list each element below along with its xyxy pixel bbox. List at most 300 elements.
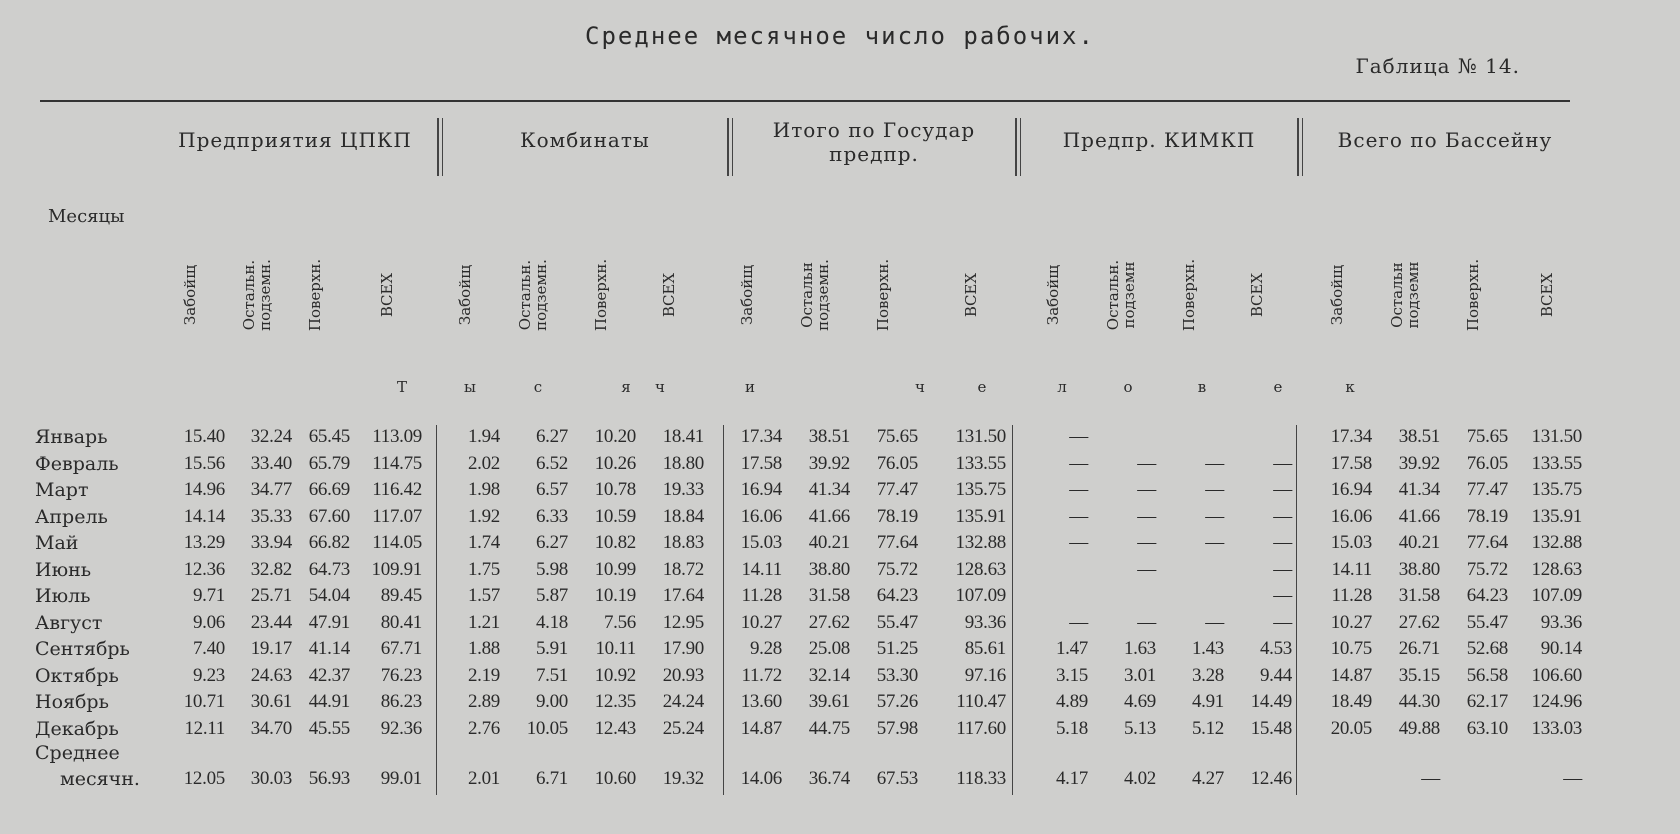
column-header-label: ВСЕХ: [1248, 272, 1266, 318]
table-cell: 7.56: [603, 611, 636, 633]
table-cell: 27.62: [808, 611, 850, 633]
average-cell: 14.06: [740, 768, 782, 789]
table-cell: 109.91: [371, 558, 422, 580]
table-cell: 4.53: [1259, 638, 1292, 659]
table-cell: 14.14: [183, 505, 225, 527]
table-cell: 131.50: [1531, 426, 1582, 447]
table-cell: 10.75: [1330, 638, 1372, 659]
table-cell: 77.47: [876, 479, 918, 500]
table-cell: 1.63: [1123, 638, 1156, 659]
average-cell: 19.32: [662, 768, 704, 789]
table-cell: 19.17: [250, 638, 292, 659]
table-cell: 23.44: [250, 611, 292, 633]
table-cell: 124.96: [1531, 691, 1582, 712]
table-cell: 77.64: [1466, 532, 1508, 553]
table-cell: 25.24: [662, 717, 704, 739]
column-header: [947, 240, 995, 350]
table-cell: —: [1273, 452, 1292, 474]
table-cell: 44.91: [308, 691, 350, 712]
table-cell: 133.55: [1531, 452, 1582, 474]
table-cell: 89.45: [380, 585, 422, 606]
table-cell: 32.14: [808, 664, 850, 686]
table-cell: 1.74: [467, 532, 500, 553]
table-cell: 57.26: [876, 691, 918, 712]
group-header-3: Итого по Государ предпр.: [772, 118, 976, 166]
column-header-label: Остальн подземн.: [798, 259, 832, 331]
average-cell: 6.71: [535, 768, 568, 789]
table-cell: 10.99: [594, 558, 636, 580]
table-cell: 66.82: [308, 532, 350, 553]
table-cell: 12.43: [594, 717, 636, 739]
month-label: Март: [35, 479, 89, 501]
table-cell: 1.75: [467, 558, 500, 580]
month-label: Февраль: [35, 452, 119, 475]
table-cell: 116.42: [372, 479, 422, 500]
table-cell: —: [1273, 532, 1292, 553]
column-header: [1097, 240, 1145, 350]
table-cell: 34.77: [250, 479, 292, 500]
column-header: [645, 240, 693, 350]
data-separator: [1296, 425, 1297, 795]
table-cell: 18.49: [1330, 691, 1372, 712]
table-cell: 35.15: [1398, 664, 1440, 686]
average-cell: 30.03: [250, 768, 292, 789]
table-cell: 38.51: [1398, 426, 1440, 447]
table-cell: 10.59: [594, 505, 636, 527]
table-cell: 10.05: [526, 717, 568, 739]
table-cell: 77.47: [1466, 479, 1508, 500]
table-cell: 10.82: [594, 532, 636, 553]
table-cell: 80.41: [380, 611, 422, 633]
table-cell: 1.21: [467, 611, 500, 633]
data-separator: [1012, 425, 1013, 795]
month-label: Май: [35, 532, 79, 554]
month-label: Январь: [35, 426, 108, 448]
average-cell: 2.01: [467, 768, 500, 789]
table-cell: 10.71: [183, 691, 225, 712]
table-cell: 9.71: [192, 585, 225, 606]
table-cell: 1.98: [467, 479, 500, 500]
table-cell: 3.28: [1191, 664, 1224, 686]
table-cell: 64.73: [308, 558, 350, 580]
group-separator: [727, 118, 733, 176]
units-letter: в: [1197, 378, 1207, 396]
average-cell: 4.27: [1191, 768, 1224, 789]
table-cell: 12.95: [662, 611, 704, 633]
table-cell: 16.94: [740, 479, 782, 500]
table-cell: 135.91: [955, 505, 1006, 527]
table-cell: 107.09: [955, 585, 1006, 606]
table-cell: 75.72: [876, 558, 918, 580]
table-row: [0, 426, 1680, 452]
table-cell: 39.61: [808, 691, 850, 712]
table-cell: 41.34: [808, 479, 850, 500]
units-letter: и: [745, 378, 755, 396]
table-cell: 97.16: [964, 664, 1006, 686]
table-cell: 93.36: [964, 611, 1006, 633]
table-cell: 15.03: [1330, 532, 1372, 553]
average-cell: 118.33: [956, 768, 1006, 789]
table-cell: 135.75: [1531, 479, 1582, 500]
table-cell: 5.87: [535, 585, 568, 606]
table-cell: 77.64: [876, 532, 918, 553]
table-row: [0, 691, 1680, 717]
column-header: [1381, 240, 1429, 350]
column-header-label: Остальн. подземн.: [240, 259, 274, 331]
table-cell: —: [1137, 452, 1156, 474]
table-cell: 113.09: [372, 426, 422, 447]
table-cell: 1.57: [467, 585, 500, 606]
table-cell: 57.98: [876, 717, 918, 739]
table-cell: 51.25: [876, 638, 918, 659]
table-cell: 9.06: [192, 611, 225, 633]
table-cell: 132.88: [955, 532, 1006, 553]
table-cell: 86.23: [380, 691, 422, 712]
average-cell: 36.74: [808, 768, 850, 789]
data-separator: [436, 425, 437, 795]
table-cell: 117.07: [372, 505, 422, 527]
table-cell: 26.71: [1398, 638, 1440, 659]
table-cell: 14.11: [1331, 558, 1372, 580]
table-cell: 15.40: [183, 426, 225, 447]
table-cell: 114.75: [372, 452, 422, 474]
table-row: [0, 453, 1680, 479]
table-row: [0, 612, 1680, 638]
month-label: Сентябрь: [35, 638, 130, 660]
table-cell: 92.36: [380, 717, 422, 739]
table-cell: 10.11: [595, 638, 636, 659]
table-cell: 1.47: [1055, 638, 1088, 659]
column-header: [291, 240, 339, 350]
table-cell: 11.72: [741, 664, 782, 686]
column-header-label: ВСЕХ: [1538, 272, 1556, 318]
table-cell: 16.06: [740, 505, 782, 527]
table-cell: 3.01: [1123, 664, 1156, 686]
group-header-4: Предпр. КИМКП: [1062, 128, 1256, 152]
group-separator: [1015, 118, 1021, 176]
table-cell: 1.88: [467, 638, 500, 659]
column-header-label: Забойщ: [738, 264, 756, 326]
table-cell: 128.63: [1531, 558, 1582, 580]
month-label: Июль: [35, 585, 91, 607]
table-cell: 75.72: [1466, 558, 1508, 580]
table-cell: 10.92: [594, 664, 636, 686]
average-cell: —: [1563, 768, 1582, 789]
column-header: [859, 240, 907, 350]
table-cell: 12.11: [184, 717, 225, 739]
table-cell: 54.04: [308, 585, 350, 606]
table-cell: 9.44: [1259, 664, 1292, 686]
table-cell: 6.52: [535, 452, 568, 474]
table-cell: —: [1205, 479, 1224, 500]
month-label: Октябрь: [35, 664, 119, 687]
table-cell: 24.63: [250, 664, 292, 686]
table-cell: 133.03: [1531, 717, 1582, 739]
table-cell: 17.34: [1330, 426, 1372, 447]
table-cell: 44.75: [808, 717, 850, 739]
table-cell: 55.47: [1466, 611, 1508, 633]
table-row: [0, 585, 1680, 611]
table-cell: —: [1137, 479, 1156, 500]
table-cell: 14.11: [741, 558, 782, 580]
table-cell: 39.92: [808, 452, 850, 474]
table-cell: 5.18: [1055, 717, 1088, 739]
units-label-row: [0, 378, 1680, 398]
units-letter: Т: [396, 378, 407, 396]
table-cell: 18.41: [662, 426, 704, 447]
units-letter: ч: [915, 378, 925, 396]
table-cell: —: [1273, 505, 1292, 527]
table-cell: 75.65: [1466, 426, 1508, 447]
column-header-label: Забойщ: [456, 264, 474, 326]
table-cell: 64.23: [1466, 585, 1508, 606]
table-cell: 18.72: [662, 558, 704, 580]
month-label: Июнь: [35, 558, 92, 581]
average-cell: 10.60: [594, 768, 636, 789]
column-header-label: Поверхн.: [1180, 258, 1198, 332]
table-cell: 114.05: [372, 532, 422, 553]
table-cell: —: [1273, 611, 1292, 633]
table-cell: —: [1273, 479, 1292, 500]
column-header: [363, 240, 411, 350]
column-header: [577, 240, 625, 350]
table-cell: 4.89: [1055, 691, 1088, 712]
table-cell: 10.78: [594, 479, 636, 500]
table-cell: 6.27: [535, 532, 568, 553]
table-cell: 16.06: [1330, 505, 1372, 527]
table-cell: 13.60: [740, 691, 782, 712]
table-cell: 6.27: [535, 426, 568, 447]
table-cell: —: [1205, 505, 1224, 527]
table-cell: 39.92: [1398, 452, 1440, 474]
units-letter: е: [1273, 378, 1283, 396]
month-label: Апрель: [35, 505, 108, 528]
column-header-label: Поверхн.: [874, 258, 892, 332]
table-cell: 40.21: [1398, 532, 1440, 553]
table-cell: 10.19: [594, 585, 636, 606]
column-header: [723, 240, 771, 350]
table-cell: 55.47: [876, 611, 918, 633]
table-cell: 30.61: [250, 691, 292, 712]
table-cell: 14.87: [1330, 664, 1372, 686]
data-separator: [723, 425, 724, 795]
table-cell: 32.82: [250, 558, 292, 580]
top-rule: [40, 100, 1570, 102]
table-cell: 31.58: [808, 585, 850, 606]
group-header-1: Предприятия ЦПКП: [178, 128, 412, 152]
table-cell: 12.36: [183, 558, 225, 580]
table-cell: 78.19: [876, 505, 918, 527]
table-cell: 76.05: [876, 452, 918, 474]
table-cell: 5.12: [1191, 717, 1224, 739]
table-cell: 38.80: [808, 558, 850, 580]
table-cell: 19.33: [662, 479, 704, 500]
table-cell: 17.64: [662, 585, 704, 606]
table-cell: 18.84: [662, 505, 704, 527]
column-header-label: Остальн подземн: [1388, 261, 1422, 329]
table-cell: —: [1069, 452, 1088, 474]
table-cell: —: [1205, 452, 1224, 474]
column-header-label: Забойщ: [1328, 264, 1346, 326]
table-cell: 4.18: [535, 611, 568, 633]
table-cell: 31.58: [1398, 585, 1440, 606]
table-cell: 1.92: [467, 505, 500, 527]
table-cell: 2.89: [467, 691, 500, 712]
column-header: [1313, 240, 1361, 350]
table-row: [0, 559, 1680, 585]
average-cell: 12.46: [1250, 768, 1292, 789]
table-cell: 16.94: [1330, 479, 1372, 500]
table-cell: 11.28: [741, 585, 782, 606]
table-cell: —: [1069, 532, 1088, 553]
table-cell: 34.70: [250, 717, 292, 739]
table-cell: 14.87: [740, 717, 782, 739]
table-cell: 17.34: [740, 426, 782, 447]
table-cell: 42.37: [308, 664, 350, 686]
column-header-label: Поверхн.: [592, 258, 610, 332]
table-cell: 13.29: [183, 532, 225, 553]
table-cell: 15.03: [740, 532, 782, 553]
table-cell: 10.20: [594, 426, 636, 447]
table-cell: 76.05: [1466, 452, 1508, 474]
table-cell: 44.30: [1398, 691, 1440, 712]
average-cell: 12.05: [183, 768, 225, 789]
table-cell: —: [1137, 505, 1156, 527]
units-letter: е: [977, 378, 987, 396]
column-header: [1233, 240, 1281, 350]
page-title: Среднее месячное число рабочих.: [585, 22, 1095, 50]
column-header-label: Забойщ: [1044, 264, 1062, 326]
table-cell: 107.09: [1531, 585, 1582, 606]
column-header-label: Остальн. подземн.: [516, 259, 550, 331]
table-cell: 20.93: [662, 664, 704, 686]
table-cell: 7.51: [535, 664, 568, 686]
table-cell: 33.94: [250, 532, 292, 553]
table-cell: 17.90: [662, 638, 704, 659]
table-row: [0, 665, 1680, 691]
table-cell: —: [1069, 505, 1088, 527]
table-cell: 15.48: [1250, 717, 1292, 739]
table-cell: 135.75: [955, 479, 1006, 500]
table-cell: 9.00: [535, 691, 568, 712]
column-header-label: Остальн. подземн: [1104, 259, 1138, 331]
table-cell: 32.24: [250, 426, 292, 447]
table-cell: 64.23: [876, 585, 918, 606]
column-header-label: ВСЕХ: [962, 272, 980, 318]
table-cell: 18.80: [662, 452, 704, 474]
table-cell: 14.49: [1250, 691, 1292, 712]
table-cell: 25.71: [250, 585, 292, 606]
table-cell: 33.40: [250, 452, 292, 474]
table-cell: 2.02: [467, 452, 500, 474]
column-header-label: Поверхн.: [1464, 258, 1482, 332]
table-row: [0, 479, 1680, 505]
table-cell: 9.28: [749, 638, 782, 659]
table-cell: —: [1069, 426, 1088, 447]
column-header-label: Забойщ: [181, 264, 199, 326]
table-cell: —: [1137, 532, 1156, 553]
table-cell: 67.60: [308, 505, 350, 527]
average-label-line2: месячн.: [60, 768, 140, 790]
table-cell: 56.58: [1466, 664, 1508, 686]
column-header: [1029, 240, 1077, 350]
table-cell: —: [1137, 611, 1156, 633]
table-cell: 6.33: [535, 505, 568, 527]
table-cell: 41.34: [1398, 479, 1440, 500]
column-header: [1523, 240, 1571, 350]
table-cell: 63.10: [1466, 717, 1508, 739]
table-cell: 17.58: [1330, 452, 1372, 474]
table-cell: 131.50: [955, 426, 1006, 447]
column-header: [166, 240, 214, 350]
table-cell: 6.57: [535, 479, 568, 500]
table-cell: 93.36: [1540, 611, 1582, 633]
table-cell: 41.14: [308, 638, 350, 659]
column-header-label: Поверхн.: [306, 258, 324, 332]
average-cell: 4.02: [1123, 768, 1156, 789]
table-cell: 11.28: [1331, 585, 1372, 606]
table-cell: 24.24: [662, 691, 704, 712]
group-separator: [1297, 118, 1303, 176]
average-label-line1: Среднее: [35, 742, 120, 764]
units-letter: я: [621, 378, 631, 396]
table-cell: 17.58: [740, 452, 782, 474]
table-cell: 75.65: [876, 426, 918, 447]
table-cell: 18.83: [662, 532, 704, 553]
group-header-2: Комбинаты: [520, 128, 650, 152]
table-cell: 35.33: [250, 505, 292, 527]
average-row: [0, 768, 1680, 794]
table-cell: 53.30: [876, 664, 918, 686]
units-letter: л: [1057, 378, 1067, 396]
table-cell: —: [1273, 585, 1292, 606]
table-cell: 9.23: [192, 664, 225, 686]
table-cell: 2.76: [467, 717, 500, 739]
group-header-5: Всего по Бассейну: [1337, 128, 1553, 152]
table-cell: 20.05: [1330, 717, 1372, 739]
table-cell: 65.79: [308, 452, 350, 474]
table-cell: 76.23: [380, 664, 422, 686]
table-cell: 5.13: [1123, 717, 1156, 739]
table-cell: 10.26: [594, 452, 636, 474]
table-cell: 5.91: [535, 638, 568, 659]
table-cell: 47.91: [308, 611, 350, 633]
column-header: [509, 240, 557, 350]
table-cell: 2.19: [467, 664, 500, 686]
table-number: Габлица № 14.: [1355, 54, 1520, 78]
average-cell: 4.17: [1055, 768, 1088, 789]
average-cell: 99.01: [380, 768, 422, 789]
units-letter: о: [1123, 378, 1133, 396]
table-cell: —: [1205, 611, 1224, 633]
table-cell: 25.08: [808, 638, 850, 659]
units-letter: к: [1345, 378, 1355, 396]
table-cell: —: [1205, 532, 1224, 553]
table-cell: 78.19: [1466, 505, 1508, 527]
table-cell: 4.69: [1123, 691, 1156, 712]
column-header: [1449, 240, 1497, 350]
table-cell: 65.45: [308, 426, 350, 447]
table-cell: —: [1273, 558, 1292, 580]
average-cell: 67.53: [876, 768, 918, 789]
table-cell: —: [1069, 479, 1088, 500]
table-cell: 12.35: [594, 691, 636, 712]
table-cell: 67.71: [380, 638, 422, 659]
table-cell: 135.91: [1531, 505, 1582, 527]
table-cell: 117.60: [956, 717, 1006, 739]
table-cell: 14.96: [183, 479, 225, 500]
table-cell: 40.21: [808, 532, 850, 553]
